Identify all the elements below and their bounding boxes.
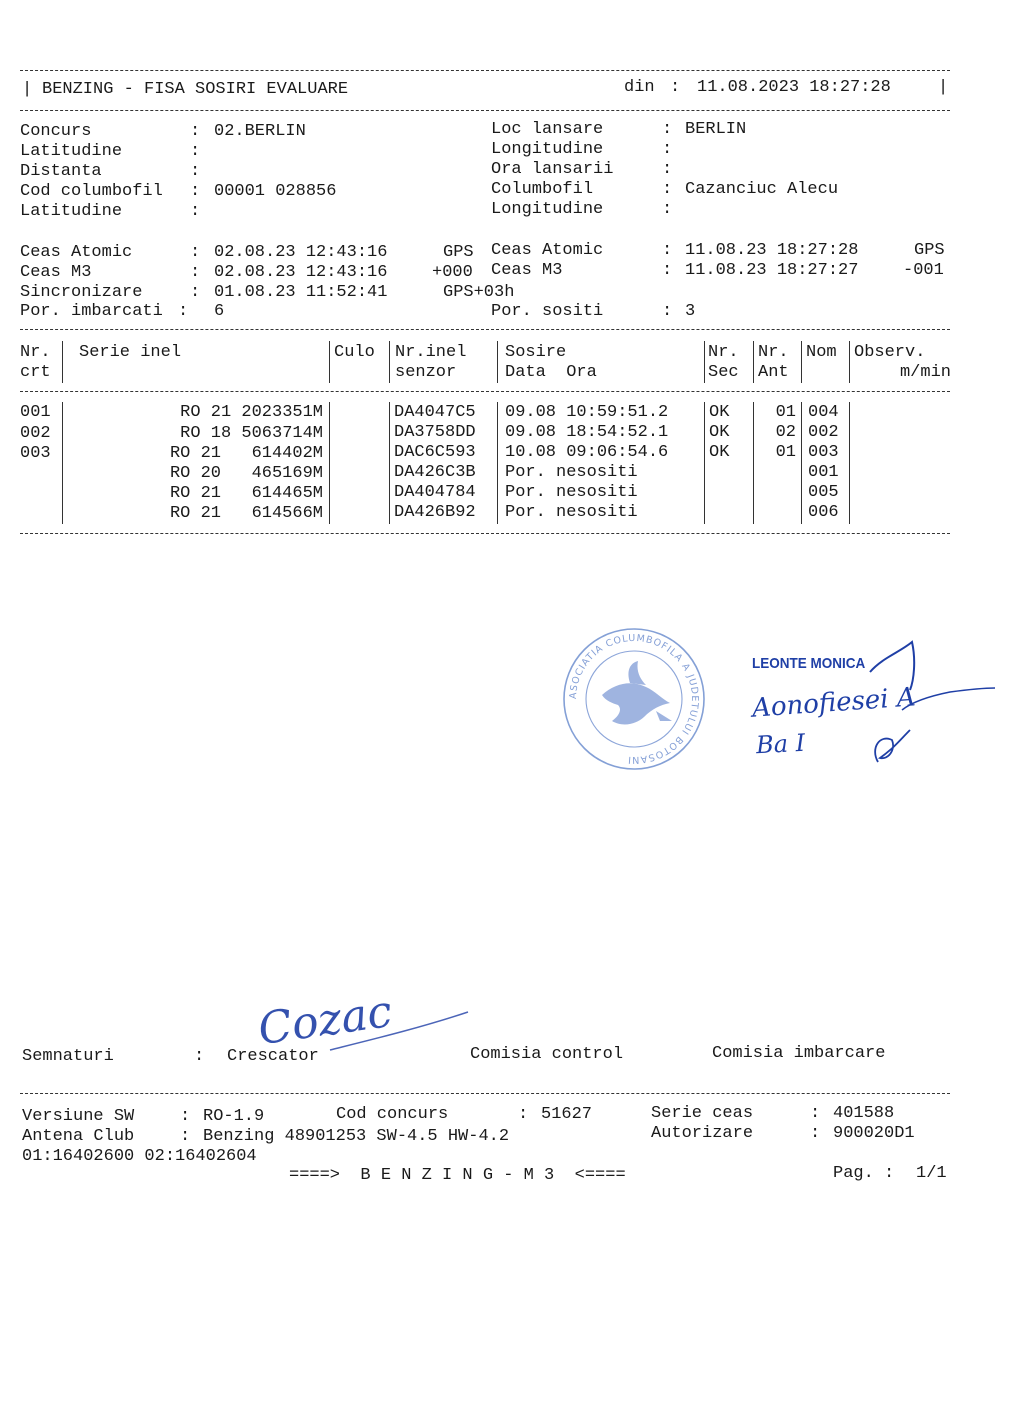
footer-brand-line: ====> B E N Z I N G - M 3 <==== — [289, 1166, 626, 1185]
colon: : — [662, 120, 673, 139]
col-rule — [801, 402, 802, 524]
header-left-bar: | — [22, 80, 33, 99]
signatures-label: Semnaturi — [22, 1047, 114, 1066]
col-nr-crt-h1: Nr. — [20, 343, 51, 362]
info-distanta-label: Distanta — [20, 162, 102, 181]
row-nom: 002 — [808, 423, 839, 442]
col-nr-ant-h2: Ant — [758, 363, 789, 382]
info-concurs-value: 02.BERLIN — [214, 122, 306, 141]
row-nom: 003 — [808, 443, 839, 462]
row-senzor: DA426C3B — [394, 463, 476, 482]
row-serie: RO 18 5063714M — [180, 424, 323, 443]
colon: : — [518, 1105, 529, 1124]
official-handwriting-1: Aonofiesei A — [751, 682, 917, 724]
official-name: LEONTE MONICA — [752, 655, 866, 672]
row-nom: 004 — [808, 403, 839, 422]
info-loc-lansare-label: Loc lansare — [491, 120, 604, 139]
row-sosire: Por. nesositi — [505, 463, 638, 482]
footer-codes-line: 01:16402600 02:16402604 — [22, 1147, 257, 1166]
clock-imbarcati-label: Por. imbarcati — [20, 302, 163, 321]
colon: : — [180, 1127, 191, 1146]
col-sosire-h2: Data Ora — [505, 363, 597, 382]
footer-cod-concurs-value: 51627 — [541, 1105, 593, 1124]
header-rule — [20, 110, 950, 111]
colon: : — [810, 1104, 821, 1123]
col-rule — [497, 402, 498, 524]
table-bottom-rule — [20, 533, 950, 534]
clock-right-m3-suffix: -001 — [903, 261, 944, 280]
clock-right-atomic-value: 11.08.23 18:27:28 — [685, 241, 859, 260]
footer-page-label: Pag. : — [833, 1164, 895, 1183]
col-rule — [849, 341, 850, 383]
row-senzor: DA426B92 — [394, 503, 476, 522]
colon: : — [190, 162, 201, 181]
col-culo-header: Culo — [334, 343, 375, 362]
col-rule — [62, 341, 63, 383]
col-nr-inel-h1: Nr.inel — [395, 343, 467, 362]
row-sosire: Por. nesositi — [505, 503, 638, 522]
signature-crescator: Crescator — [227, 1047, 319, 1066]
footer-serie-ceas-label: Serie ceas — [651, 1104, 754, 1123]
row-ant: 02 — [775, 423, 796, 442]
colon: : — [190, 243, 201, 262]
footer-autorizare-value: 900020D1 — [833, 1124, 915, 1143]
footer-versiune-label: Versiune SW — [22, 1107, 135, 1126]
col-rule — [801, 341, 802, 383]
row-senzor: DA3758DD — [394, 423, 476, 442]
col-rule — [62, 402, 63, 524]
colon: : — [194, 1047, 205, 1066]
clock-sync-value: 01.08.23 11:52:41 — [214, 283, 388, 302]
clock-right-sositi-label: Por. sositi — [491, 302, 604, 321]
info-concurs-label: Concurs — [20, 122, 92, 141]
clock-atomic-value: 02.08.23 12:43:16 — [214, 243, 388, 262]
row-crt: 001 — [20, 403, 51, 422]
clock-right-m3-label: Ceas M3 — [491, 261, 563, 280]
info-latitudine2-label: Latitudine — [20, 202, 123, 221]
clock-m3-label: Ceas M3 — [20, 263, 92, 282]
signature-comisia-control: Comisia control — [470, 1045, 624, 1064]
colon: : — [178, 302, 189, 321]
col-rule — [753, 341, 754, 383]
footer-autorizare-label: Autorizare — [651, 1124, 754, 1143]
colon: : — [662, 200, 673, 219]
info-longitudine-label: Longitudine — [491, 140, 604, 159]
clock-imbarcati-value: 6 — [214, 302, 225, 321]
colon: : — [190, 283, 201, 302]
clock-sync-suffix: GPS+03h — [443, 283, 515, 302]
row-sec: OK — [709, 403, 730, 422]
row-ant: 01 — [775, 443, 796, 462]
col-rule — [389, 341, 390, 383]
clock-right-sositi-value: 3 — [685, 302, 696, 321]
table-top-rule — [20, 329, 950, 330]
colon: : — [190, 263, 201, 282]
colon: : — [180, 1107, 191, 1126]
col-nr-inel-h2: senzor — [395, 363, 457, 382]
header-right-bar: | — [938, 78, 949, 97]
row-ant: 01 — [775, 403, 796, 422]
clock-right-atomic-suffix: GPS — [914, 241, 945, 260]
info-longitudine2-label: Longitudine — [491, 200, 604, 219]
row-nom: 005 — [808, 483, 839, 502]
footer-serie-ceas-value: 401588 — [833, 1104, 895, 1123]
official-signature-scribble — [840, 630, 1000, 780]
colon: : — [662, 160, 673, 179]
clock-atomic-label: Ceas Atomic — [20, 243, 133, 262]
row-crt: 003 — [20, 444, 51, 463]
clock-right-m3-value: 11.08.23 18:27:27 — [685, 261, 859, 280]
crescator-handwritten-signature: Cozac — [255, 985, 396, 1056]
col-observ-h1: Observ. — [854, 343, 926, 362]
row-crt: 002 — [20, 424, 51, 443]
row-sosire: 09.08 18:54:52.1 — [505, 423, 669, 442]
col-rule — [329, 402, 330, 524]
info-loc-lansare-value: BERLIN — [685, 120, 747, 139]
row-serie: RO 21 614402M — [169, 444, 323, 463]
colon: : — [662, 261, 673, 280]
row-sosire: 10.08 09:06:54.6 — [505, 443, 669, 462]
colon: : — [190, 182, 201, 201]
colon: : — [190, 202, 201, 221]
row-senzor: DA4047C5 — [394, 403, 476, 422]
col-rule — [497, 341, 498, 383]
date-label: din — [624, 78, 655, 97]
col-rule — [704, 402, 705, 524]
signature-comisia-imbarcare: Comisia imbarcare — [712, 1044, 886, 1063]
clock-m3-value: 02.08.23 12:43:16 — [214, 263, 388, 282]
info-cod-value: 00001 028856 — [214, 182, 337, 201]
info-cod-label: Cod columbofil — [20, 182, 163, 201]
crescator-signature-stroke — [320, 1000, 480, 1060]
footer-antena-value: Benzing 48901253 SW-4.5 HW-4.2 — [203, 1127, 510, 1146]
col-rule — [329, 341, 330, 383]
row-nom: 001 — [808, 463, 839, 482]
col-rule — [849, 402, 850, 524]
official-handwriting-2: Ba I — [755, 728, 806, 760]
colon: : — [662, 140, 673, 159]
report-date: 11.08.2023 18:27:28 — [697, 78, 891, 97]
col-serie-header: Serie inel — [79, 343, 182, 362]
colon: : — [662, 180, 673, 199]
clock-atomic-suffix: GPS — [443, 243, 474, 262]
footer-versiune-value: RO-1.9 — [203, 1107, 265, 1126]
col-nr-sec-h1: Nr. — [708, 343, 739, 362]
info-columbofil-value: Cazanciuc Alecu — [685, 180, 839, 199]
colon: : — [190, 142, 201, 161]
colon: : — [810, 1124, 821, 1143]
row-sosire: 09.08 10:59:51.2 — [505, 403, 669, 422]
col-nom-header: Nom — [806, 343, 837, 362]
colon: : — [190, 122, 201, 141]
footer-page-value: 1/1 — [916, 1164, 947, 1183]
col-nr-ant-h1: Nr. — [758, 343, 789, 362]
row-sec: OK — [709, 443, 730, 462]
document-title: BENZING - FISA SOSIRI EVALUARE — [42, 80, 349, 99]
pigeon-icon — [602, 661, 672, 724]
info-latitudine-label: Latitudine — [20, 142, 123, 161]
col-observ-h2: m/min — [899, 363, 951, 382]
col-rule — [389, 402, 390, 524]
info-columbofil-label: Columbofil — [491, 180, 594, 199]
row-serie: RO 21 2023351M — [180, 403, 323, 422]
clock-sync-label: Sincronizare — [20, 283, 143, 302]
footer-rule — [20, 1093, 950, 1094]
row-senzor: DAC6C593 — [394, 443, 476, 462]
date-colon: : — [670, 78, 681, 97]
colon: : — [662, 241, 673, 260]
col-rule — [704, 341, 705, 383]
footer-cod-concurs-label: Cod concurs — [336, 1105, 449, 1124]
stamp-ring-text: ASOCIATIA COLUMBOFILA A JUDETULUI BOTOSANI — [567, 632, 701, 766]
info-ora-lansarii-label: Ora lansarii — [491, 160, 614, 179]
row-nom: 006 — [808, 503, 839, 522]
col-nr-sec-h2: Sec — [708, 363, 739, 382]
clock-right-atomic-label: Ceas Atomic — [491, 241, 604, 260]
club-stamp-seal — [560, 625, 708, 773]
colon: : — [662, 302, 673, 321]
row-serie: RO 21 614465M — [169, 484, 323, 503]
table-header-rule — [20, 391, 950, 392]
top-rule — [20, 70, 950, 71]
col-nr-crt-h2: crt — [20, 363, 51, 382]
footer-antena-label: Antena Club — [22, 1127, 135, 1146]
col-rule — [753, 402, 754, 524]
row-sosire: Por. nesositi — [505, 483, 638, 502]
row-senzor: DA404784 — [394, 483, 476, 502]
clock-m3-suffix: +000 — [432, 263, 473, 282]
col-sosire-h1: Sosire — [505, 343, 567, 362]
row-serie: RO 21 614566M — [169, 504, 323, 523]
row-sec: OK — [709, 423, 730, 442]
row-serie: RO 20 465169M — [169, 464, 323, 483]
